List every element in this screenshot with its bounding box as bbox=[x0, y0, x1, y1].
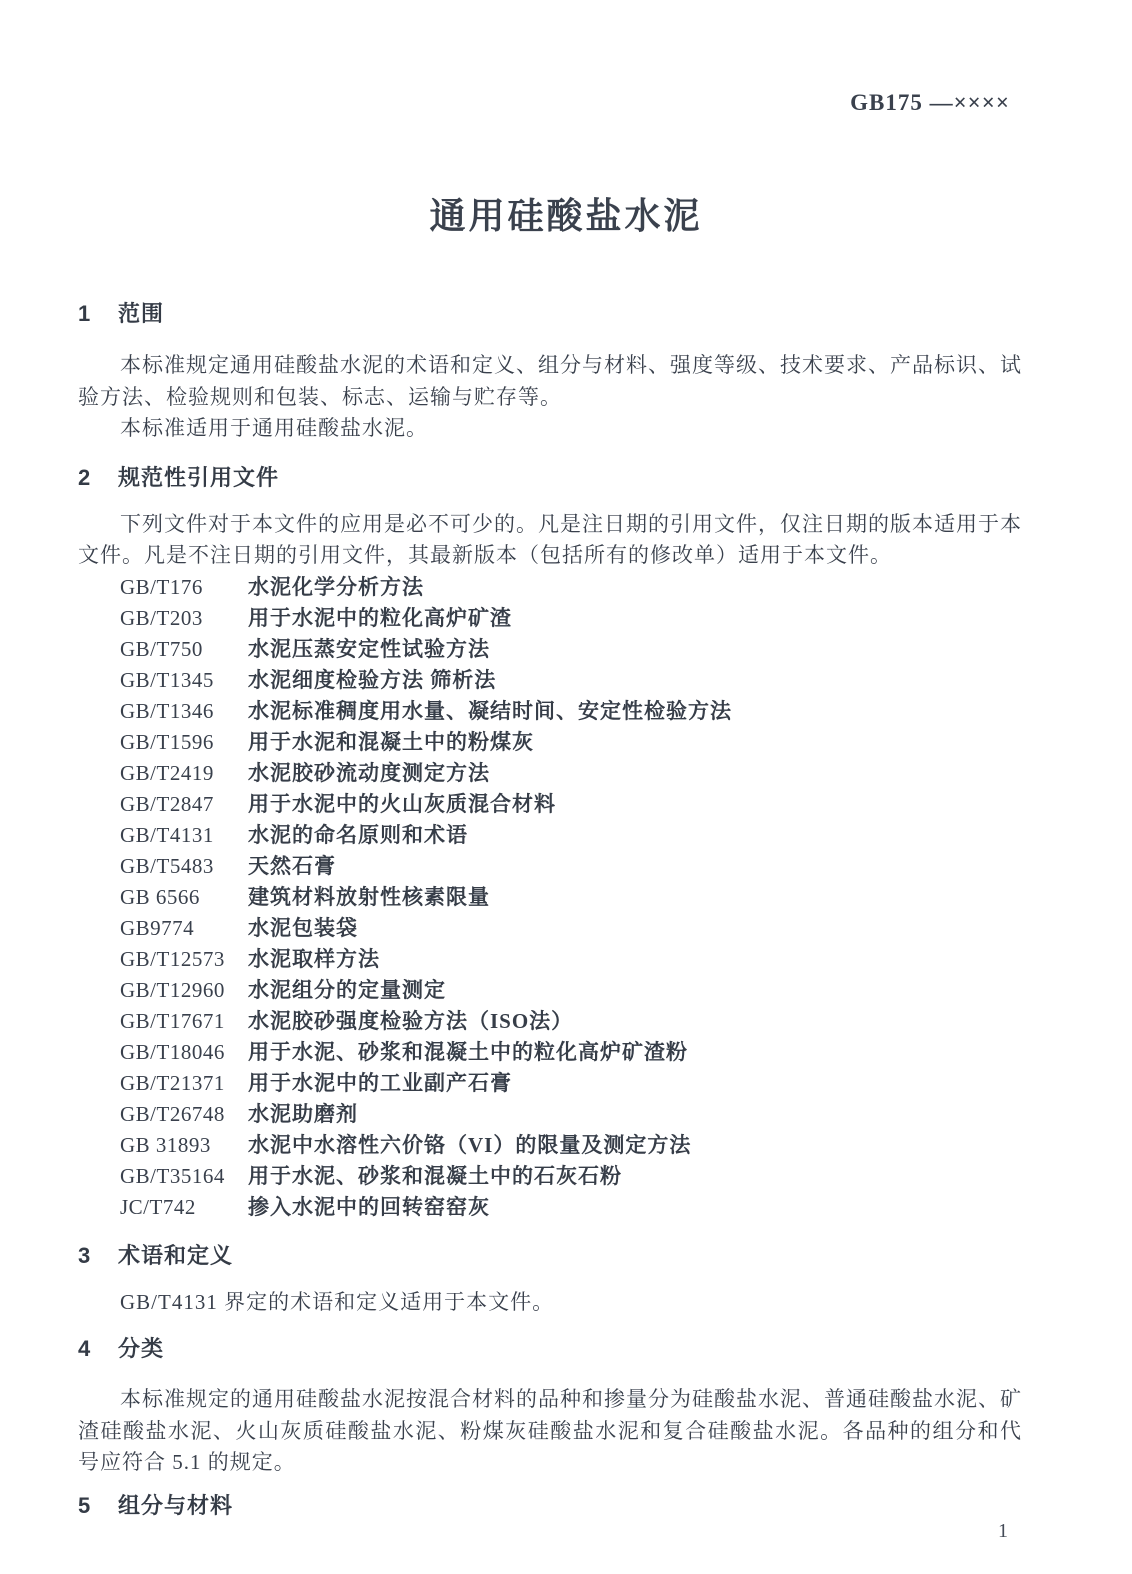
reference-title: 用于水泥和混凝土中的粉煤灰 bbox=[248, 729, 534, 754]
reference-code: GB/T35164 bbox=[120, 1163, 225, 1188]
section-number: 5 bbox=[78, 1492, 92, 1518]
reference-row bbox=[78, 727, 1022, 758]
reference-code: GB/T203 bbox=[120, 605, 203, 630]
reference-code: GB/T5483 bbox=[120, 853, 214, 878]
reference-row bbox=[78, 851, 1022, 882]
reference-title: 水泥助磨剂 bbox=[248, 1101, 358, 1126]
reference-code: GB/T17671 bbox=[120, 1008, 225, 1033]
reference-code: GB/T2419 bbox=[120, 760, 214, 785]
reference-row bbox=[78, 1099, 1022, 1130]
reference-row bbox=[78, 975, 1022, 1006]
reference-code: GB/T176 bbox=[120, 574, 203, 599]
section-number: 1 bbox=[78, 301, 92, 326]
reference-title: 水泥包装袋 bbox=[248, 915, 358, 940]
reference-row bbox=[78, 1006, 1022, 1037]
paragraph-scope-2: 本标准适用于通用硅酸盐水泥。 bbox=[120, 416, 428, 440]
reference-code: GB/T12573 bbox=[120, 946, 225, 971]
section-heading-scope bbox=[78, 299, 1022, 329]
reference-code: GB9774 bbox=[120, 915, 195, 940]
reference-row bbox=[78, 696, 1022, 727]
reference-title: 水泥压蒸安定性试验方法 bbox=[248, 636, 490, 661]
reference-title: 水泥胶砂强度检验方法（ISO法） bbox=[248, 1008, 574, 1033]
reference-row bbox=[78, 913, 1022, 944]
reference-code: GB/T21371 bbox=[120, 1070, 225, 1095]
reference-title: 用于水泥中的火山灰质混合材料 bbox=[248, 791, 556, 816]
paragraph-classification-1: 本标准规定的通用硅酸盐水泥按混合材料的品种和掺量分为硅酸盐水泥、普通硅酸盐水泥、矿渣硅酸盐水泥、火山灰质硅酸盐水泥、粉煤灰硅酸盐水泥和复合硅酸盐水泥。各品种的组分和代号应符合 5.1 的规定。 bbox=[78, 1387, 1022, 1474]
references-list bbox=[78, 572, 1022, 1223]
reference-code: GB/T12960 bbox=[120, 977, 225, 1002]
reference-title: 用于水泥、砂浆和混凝土中的石灰石粉 bbox=[248, 1163, 622, 1188]
reference-title: 掺入水泥中的回转窑窑灰 bbox=[248, 1194, 490, 1219]
reference-row bbox=[78, 1192, 1022, 1223]
reference-title: 用于水泥、砂浆和混凝土中的粒化高炉矿渣粉 bbox=[248, 1039, 688, 1064]
section-title: 术语和定义 bbox=[118, 1242, 234, 1268]
reference-row bbox=[78, 944, 1022, 975]
reference-title: 水泥组分的定量测定 bbox=[248, 977, 446, 1002]
reference-row bbox=[78, 820, 1022, 851]
reference-code: GB/T2847 bbox=[120, 791, 214, 816]
reference-title: 水泥化学分析方法 bbox=[248, 574, 424, 599]
section-title: 规范性引用文件 bbox=[118, 464, 280, 490]
reference-row bbox=[78, 1161, 1022, 1192]
reference-row bbox=[78, 789, 1022, 820]
document-body bbox=[78, 285, 1022, 1521]
reference-row bbox=[78, 1130, 1022, 1161]
reference-code: GB/T1345 bbox=[120, 667, 214, 692]
reference-code: GB/T1346 bbox=[120, 698, 214, 723]
reference-row bbox=[78, 665, 1022, 696]
reference-row bbox=[78, 603, 1022, 634]
reference-title: 水泥取样方法 bbox=[248, 946, 380, 971]
reference-row bbox=[78, 882, 1022, 913]
section-heading-classification bbox=[78, 1334, 1022, 1364]
reference-title: 天然石膏 bbox=[248, 853, 336, 878]
reference-row bbox=[78, 758, 1022, 789]
reference-title: 用于水泥中的工业副产石膏 bbox=[248, 1070, 512, 1095]
reference-row bbox=[78, 572, 1022, 603]
reference-code: GB/T18046 bbox=[120, 1039, 225, 1064]
section-number: 4 bbox=[78, 1336, 92, 1361]
reference-code: GB/T1596 bbox=[120, 729, 214, 754]
paragraph-scope-1: 本标准规定通用硅酸盐水泥的术语和定义、组分与材料、强度等级、技术要求、产品标识、试验方法、检验规则和包装、标志、运输与贮存等。 bbox=[78, 353, 1022, 409]
reference-code: GB/T750 bbox=[120, 636, 203, 661]
reference-title: 建筑材料放射性核素限量 bbox=[248, 884, 490, 909]
reference-code: GB 31893 bbox=[120, 1132, 211, 1157]
document-title: 通用硅酸盐水泥 bbox=[429, 196, 703, 236]
document-code: GB175 —×××× bbox=[850, 90, 1010, 115]
section-number: 3 bbox=[78, 1242, 92, 1268]
section-heading-terms bbox=[78, 1241, 1022, 1271]
section-title: 分类 bbox=[118, 1336, 165, 1361]
reference-row bbox=[78, 1037, 1022, 1068]
reference-code: GB 6566 bbox=[120, 884, 200, 909]
reference-title: 水泥的命名原则和术语 bbox=[248, 822, 468, 847]
reference-title: 用于水泥中的粒化高炉矿渣 bbox=[248, 605, 512, 630]
reference-title: 水泥细度检验方法 筛析法 bbox=[248, 667, 497, 692]
page-number: 1 bbox=[998, 1520, 1008, 1542]
section-heading-components bbox=[78, 1491, 1022, 1521]
paragraph-normative-refs-intro: 下列文件对于本文件的应用是必不可少的。凡是注日期的引用文件，仅注日期的版本适用于本文件。凡是不注日期的引用文件，其最新版本（包括所有的修改单）适用于本文件。 bbox=[78, 511, 1022, 567]
reference-title: 水泥中水溶性六价铬（VI）的限量及测定方法 bbox=[248, 1132, 692, 1157]
reference-code: GB/T26748 bbox=[120, 1101, 225, 1126]
section-title: 范围 bbox=[118, 301, 165, 326]
reference-title: 水泥标准稠度用水量、凝结时间、安定性检验方法 bbox=[248, 698, 732, 723]
section-number: 2 bbox=[78, 464, 92, 490]
reference-title: 水泥胶砂流动度测定方法 bbox=[248, 760, 490, 785]
paragraph-terms-1: GB/T4131 界定的术语和定义适用于本文件。 bbox=[120, 1289, 555, 1314]
reference-code: JC/T742 bbox=[120, 1194, 196, 1219]
section-heading-normative-refs bbox=[78, 463, 1022, 493]
reference-row bbox=[78, 634, 1022, 665]
section-title: 组分与材料 bbox=[118, 1492, 234, 1518]
reference-row bbox=[78, 1068, 1022, 1099]
reference-code: GB/T4131 bbox=[120, 822, 214, 847]
